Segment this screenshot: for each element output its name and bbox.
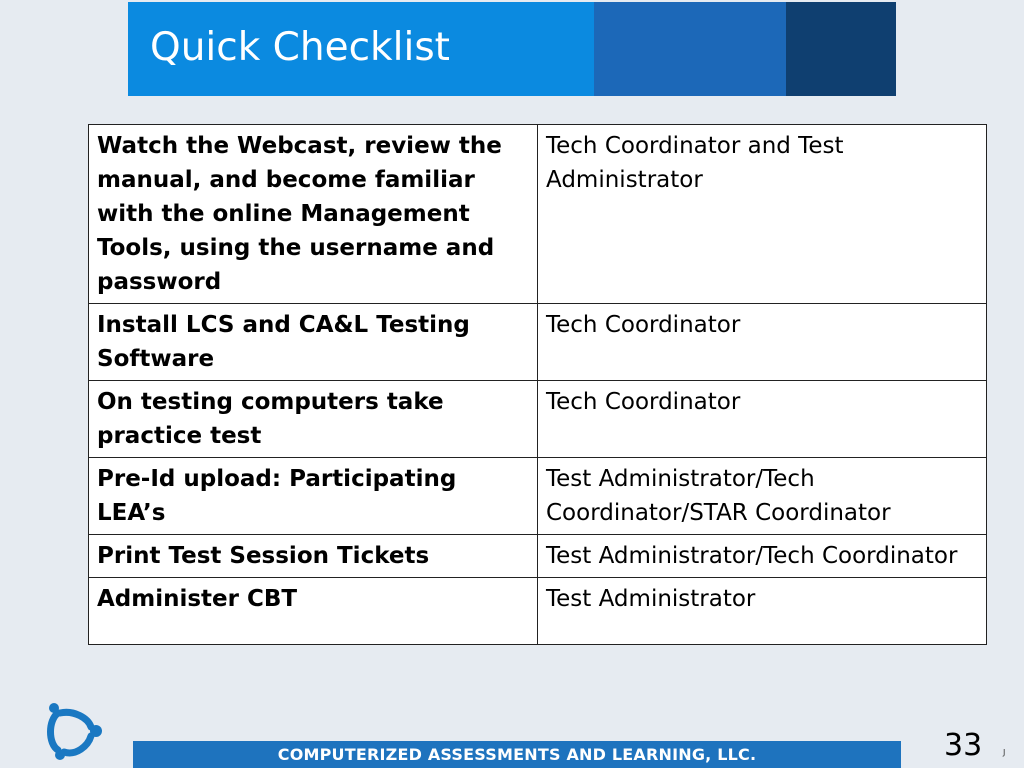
role-cell: Tech Coordinator — [538, 381, 987, 458]
corner-mark: J — [1003, 748, 1006, 757]
slide-title: Quick Checklist — [150, 25, 450, 70]
role-cell: Tech Coordinator and Test Administrator — [538, 125, 987, 304]
company-logo-icon — [44, 700, 106, 762]
table-row — [89, 125, 987, 304]
footer-bar — [133, 741, 901, 768]
table-row — [89, 304, 987, 381]
task-cell: On testing computers take practice test — [89, 381, 538, 458]
title-banner-segment-dark — [786, 2, 896, 96]
table-row — [89, 578, 987, 645]
role-cell: Test Administrator — [538, 578, 987, 645]
checklist-table — [88, 124, 987, 645]
table-row — [89, 458, 987, 535]
table-row — [89, 381, 987, 458]
role-cell: Tech Coordinator — [538, 304, 987, 381]
role-cell: Test Administrator/Tech Coordinator/STAR Coordinator — [538, 458, 987, 535]
table-row — [89, 535, 987, 578]
title-banner-segment-mid — [594, 2, 786, 96]
task-cell: Administer CBT — [89, 578, 538, 645]
task-cell: Pre-Id upload: Participating LEA’s — [89, 458, 538, 535]
task-cell: Install LCS and CA&L Testing Software — [89, 304, 538, 381]
role-cell: Test Administrator/Tech Coordinator — [538, 535, 987, 578]
task-cell: Watch the Webcast, review the manual, and become familiar with the online Management Tools, using the username and password — [89, 125, 538, 304]
footer-company-name: COMPUTERIZED ASSESSMENTS AND LEARNING, LLC. — [277, 745, 757, 764]
task-cell: Print Test Session Tickets — [89, 535, 538, 578]
page-number: 33 — [944, 728, 983, 763]
